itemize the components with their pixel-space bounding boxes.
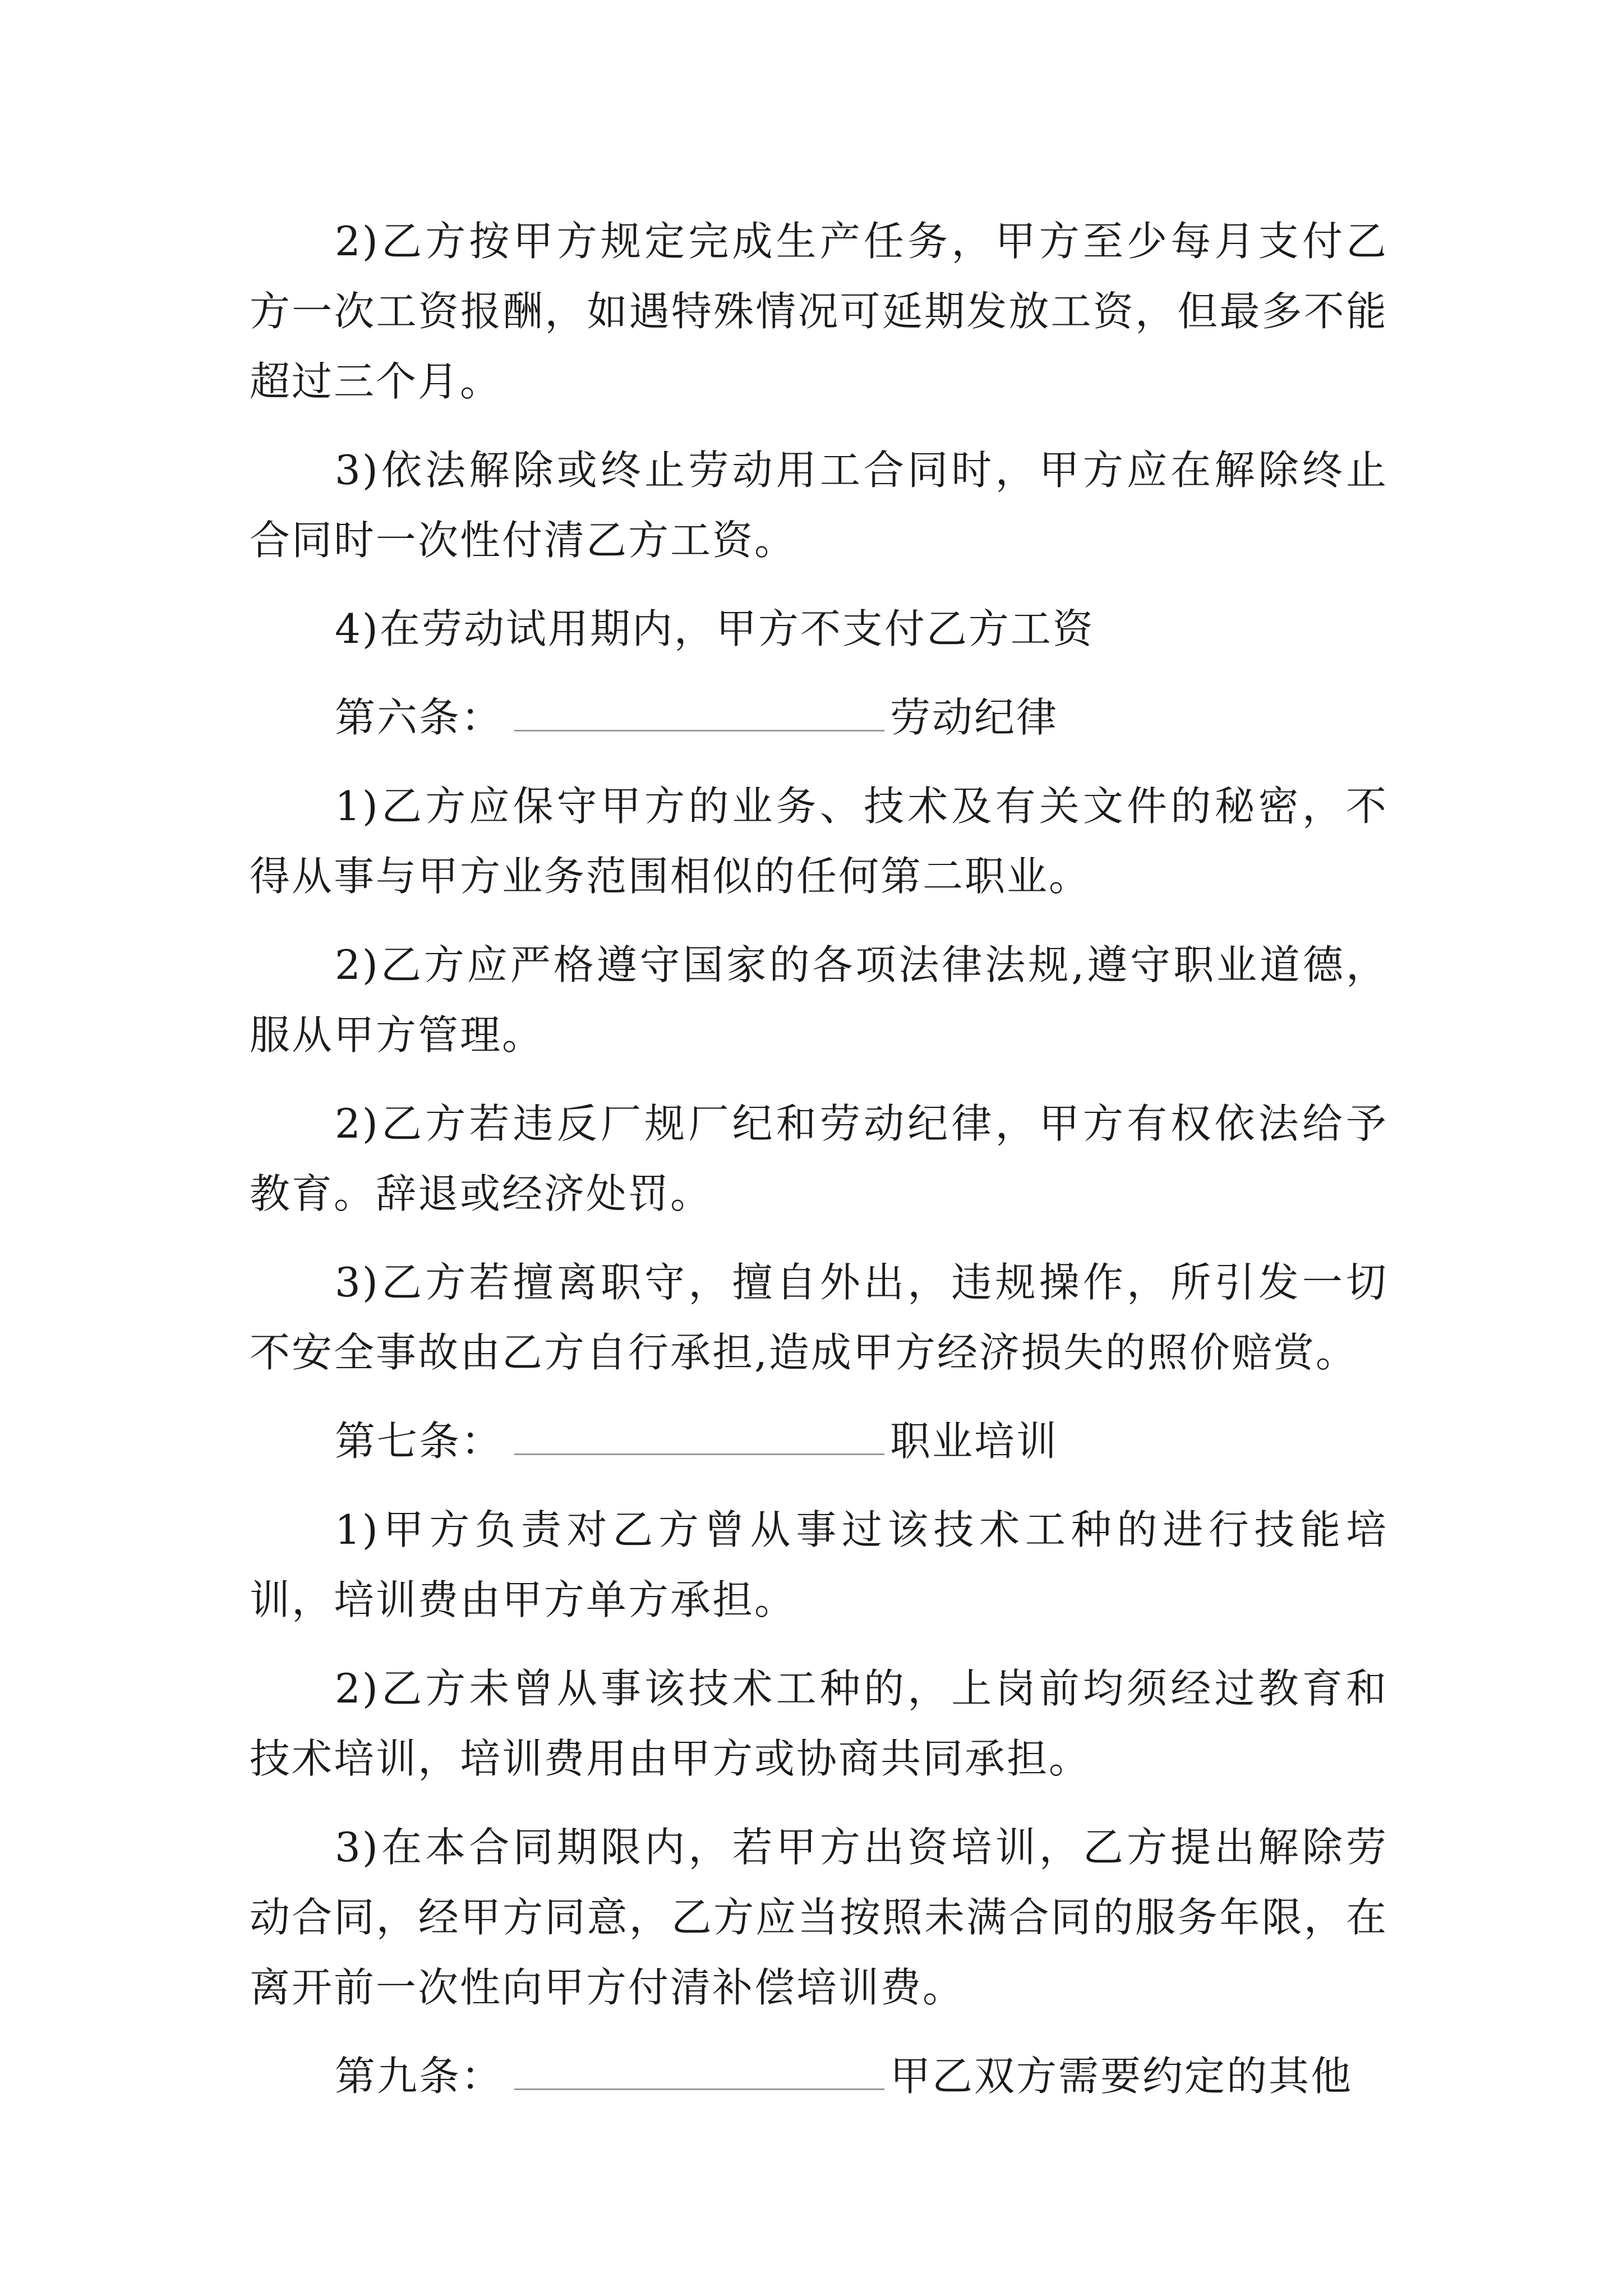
paragraph-discipline-violation: 2)乙方若违反厂规厂纪和劳动纪律，甲方有权依法给予教育。辞退或经济处罚。: [250, 1100, 1388, 1217]
article-6-heading: [250, 683, 1388, 753]
article-9-blank-line: [514, 2055, 884, 2090]
article-6-blank-line: [514, 696, 884, 731]
paragraph-training-compensation: 3)在本合同期限内，若甲方出资培训，乙方提出解除劳动合同，经甲方同意，乙方应当按照未满合同的服务年限，在离开前一次性向甲方付清补偿培训费。: [250, 1824, 1388, 2011]
paragraph-law-compliance: 2)乙方应严格遵守国家的各项法律法规,遵守职业道德，服从甲方管理。: [250, 941, 1388, 1059]
article-7-label: 第七条：: [335, 1418, 504, 1465]
paragraph-new-worker-training: 2)乙方未曾从事该技术工种的，上岗前均须经过教育和技术培训，培训费用由甲方或协商共同承担。: [250, 1665, 1388, 1782]
contract-text: [250, 206, 1388, 2130]
paragraph-skill-training: 1)甲方负责对乙方曾从事过该技术工种的进行技能培训，培训费由甲方单方承担。: [250, 1506, 1388, 1623]
article-9-title: 甲乙双方需要约定的其他: [890, 2053, 1353, 2100]
paragraph-probation-wage: 4)在劳动试用期内，甲方不支付乙方工资: [335, 605, 1095, 652]
article-6-title: 劳动纪律: [890, 694, 1059, 741]
paragraph-wage-payment: 2)乙方按甲方规定完成生产任务，甲方至少每月支付乙方一次工资报酬，如遇特殊情况可延期发放工资，但最多不能超过三个月。: [250, 218, 1388, 405]
paragraph-confidentiality: 1)乙方应保守甲方的业务、技术及有关文件的秘密，不得从事与甲方业务范围相似的任何第二职业。: [250, 783, 1388, 900]
article-7-blank-line: [514, 1420, 884, 1455]
article-7-title: 职业培训: [890, 1418, 1059, 1465]
article-7-heading: [250, 1406, 1388, 1476]
article-9-label: 第九条：: [335, 2053, 504, 2100]
paragraph-unauthorized-absence: 3)乙方若擅离职守，擅自外出，违规操作，所引发一切不安全事故由乙方自行承担,造成甲方经济损失的照价赔赏。: [250, 1259, 1388, 1376]
article-6-label: 第六条：: [335, 694, 504, 741]
paragraph-termination-wage: 3)依法解除或终止劳动用工合同时，甲方应在解除终止合同时一次性付清乙方工资。: [250, 447, 1388, 564]
article-9-heading: [250, 2041, 1388, 2111]
